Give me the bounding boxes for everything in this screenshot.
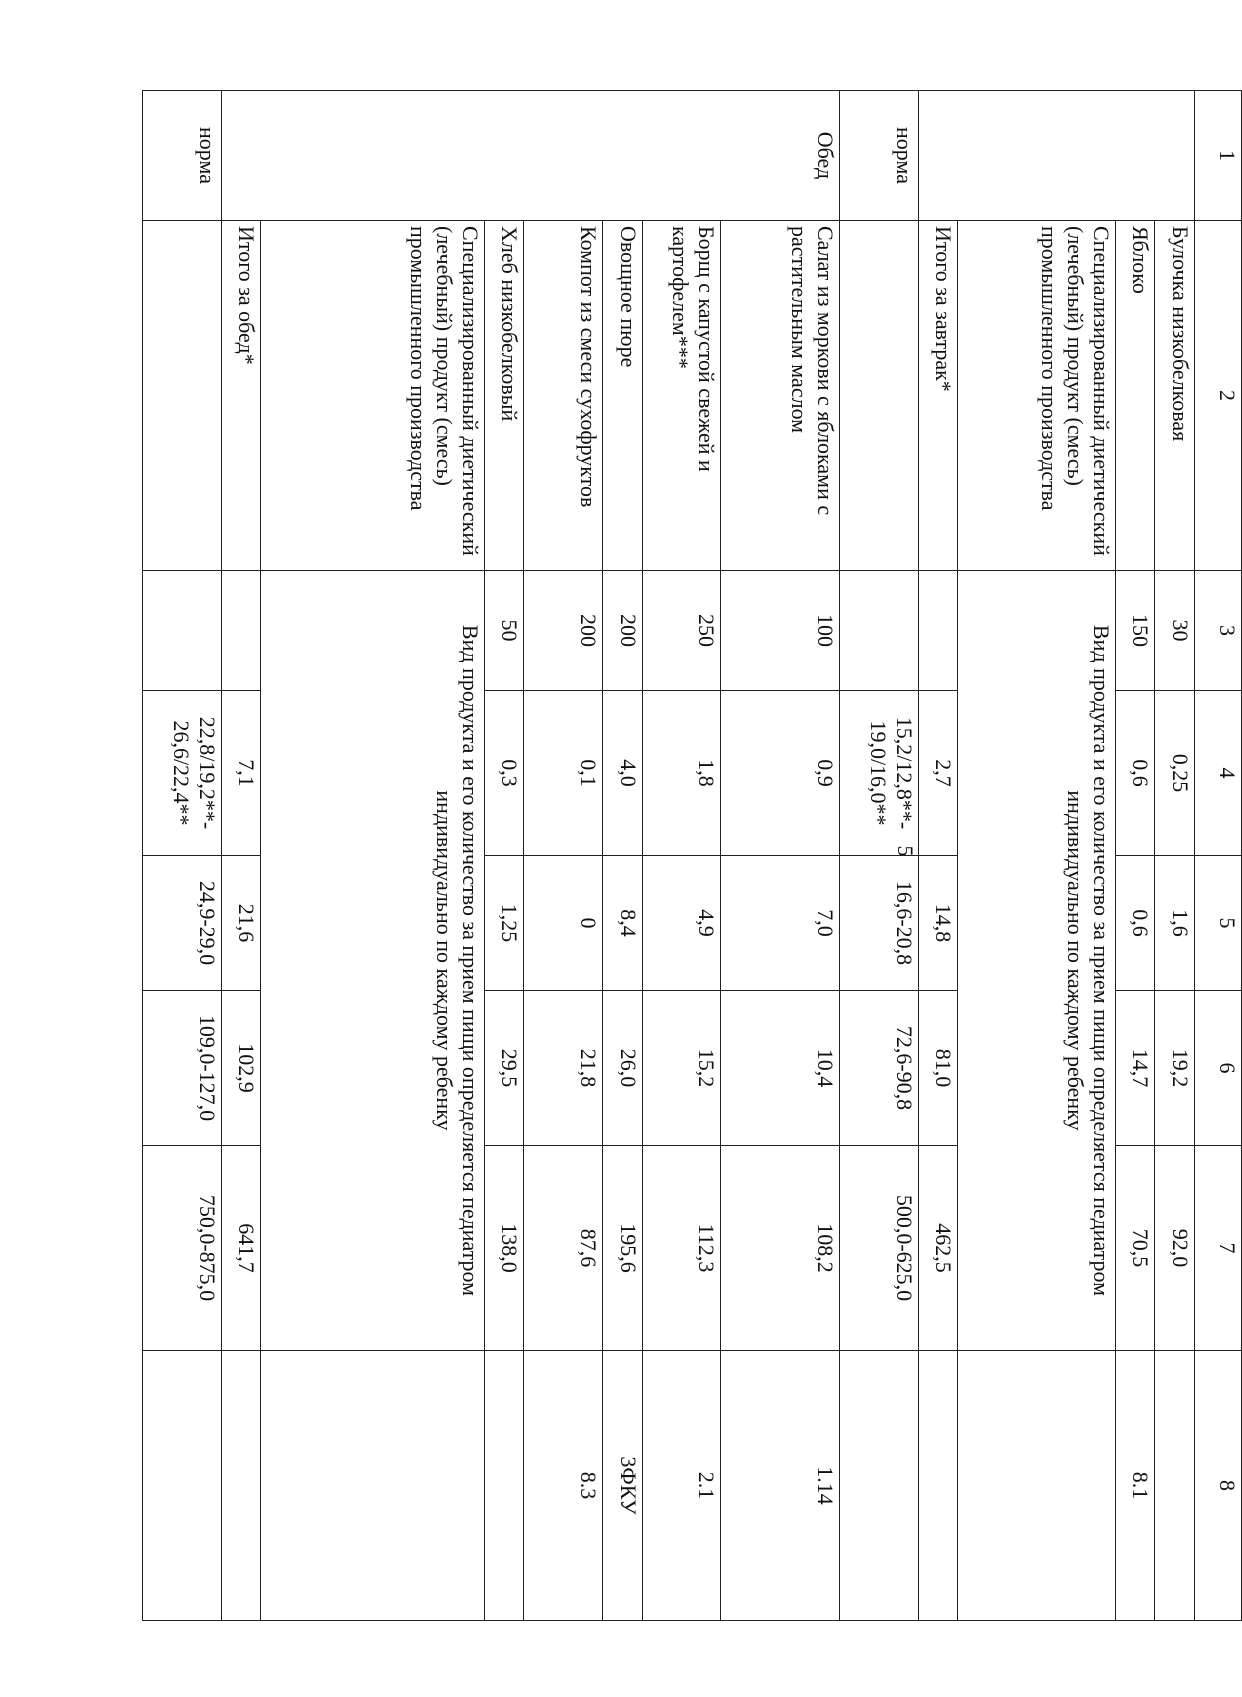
dish-col7: 70,5 <box>1115 1146 1154 1351</box>
dish-recipe-code <box>958 1351 1116 1621</box>
special-product-name: Специализированный диетический (лечебный) продукт (смесь) промышленного производства <box>958 221 1116 571</box>
table-row <box>721 91 839 1621</box>
col-header-1: 1 <box>1194 91 1241 221</box>
norm-recipe-code <box>839 1351 918 1621</box>
lunch-meal-cell: Обед <box>221 91 839 221</box>
total-recipe-code <box>221 1351 260 1621</box>
norm-col5: 16,6-20,8 <box>839 856 918 991</box>
total-col6: 102,9 <box>221 991 260 1146</box>
table-row <box>524 91 603 1621</box>
dish-name: Овощное пюре <box>603 221 642 571</box>
dish-col6: 19,2 <box>1155 991 1194 1146</box>
dish-col4: 0,1 <box>524 691 603 856</box>
table-row <box>958 91 1116 1621</box>
norm-weight <box>143 571 222 691</box>
norm-row <box>143 91 222 1621</box>
dish-col4: 0,9 <box>721 691 839 856</box>
dish-col7: 195,6 <box>603 1146 642 1351</box>
total-weight <box>918 571 957 691</box>
norm-col6: 109,0-127,0 <box>143 991 222 1146</box>
col-header-3: 3 <box>1194 571 1241 691</box>
dish-col5: 0,6 <box>1115 856 1154 991</box>
norm-dish <box>839 221 918 571</box>
table-row <box>484 91 523 1621</box>
special-product-note: Вид продукта и его количество за прием пищи определяется педиатром индивидуально по каждому ребенку <box>261 571 484 1351</box>
total-row <box>918 91 957 1621</box>
total-col4: 2,7 <box>918 691 957 856</box>
dish-weight: 50 <box>484 571 523 691</box>
total-col5: 14,8 <box>918 856 957 991</box>
total-row <box>221 91 260 1621</box>
dish-name: Булочка низкобелковая <box>1155 221 1194 571</box>
dish-col7: 87,6 <box>524 1146 603 1351</box>
dish-col5: 1,6 <box>1155 856 1194 991</box>
dish-col5: 1,25 <box>484 856 523 991</box>
breakfast-norm-label: норма <box>839 91 918 221</box>
dish-weight: 200 <box>603 571 642 691</box>
dish-col4: 0,6 <box>1115 691 1154 856</box>
dish-col7: 112,3 <box>642 1146 721 1351</box>
norm-col4: 22,8/19,2**- 26,6/22,4** <box>143 691 222 856</box>
dish-name: Хлеб низкобелковый <box>484 221 523 571</box>
col-header-6: 6 <box>1194 991 1241 1146</box>
norm-col7: 500,0-625,0 <box>839 1146 918 1351</box>
norm-weight <box>839 571 918 691</box>
dish-col7: 138,0 <box>484 1146 523 1351</box>
dish-col4: 4,0 <box>603 691 642 856</box>
dish-weight: 100 <box>721 571 839 691</box>
norm-col6: 72,6-90,8 <box>839 991 918 1146</box>
dish-recipe-code: 1.14 <box>721 1351 839 1621</box>
col-header-7: 7 <box>1194 1146 1241 1351</box>
norm-col5: 24,9-29,0 <box>143 856 222 991</box>
dish-col5: 4,9 <box>642 856 721 991</box>
dish-name: Яблоко <box>1115 221 1154 571</box>
dish-col4: 0,3 <box>484 691 523 856</box>
dish-col4: 0,25 <box>1155 691 1194 856</box>
lunch-total-label: Итого за обед* <box>221 221 260 571</box>
col-header-5: 5 <box>1194 856 1241 991</box>
rotated-table-wrapper <box>142 90 1242 1620</box>
header-row <box>1194 91 1241 1621</box>
total-weight <box>221 571 260 691</box>
page-number: 5 <box>893 845 918 857</box>
norm-col4: 15,2/12,8**- 19,0/16,0** <box>839 691 918 856</box>
dish-col7: 108,2 <box>721 1146 839 1351</box>
dish-col5: 0 <box>524 856 603 991</box>
table-row <box>603 91 642 1621</box>
dish-col6: 14,7 <box>1115 991 1154 1146</box>
norm-row <box>839 91 918 1621</box>
col-header-8: 8 <box>1194 1351 1241 1621</box>
dish-col5: 7,0 <box>721 856 839 991</box>
table-row <box>1115 91 1154 1621</box>
dish-weight: 30 <box>1155 571 1194 691</box>
dish-weight: 250 <box>642 571 721 691</box>
col-header-4: 4 <box>1194 691 1241 856</box>
breakfast-meal-cell <box>918 91 1194 221</box>
total-col6: 81,0 <box>918 991 957 1146</box>
dish-recipe-code <box>1155 1351 1194 1621</box>
table-row <box>642 91 721 1621</box>
norm-recipe-code <box>143 1351 222 1621</box>
dish-recipe-code: 8.3 <box>524 1351 603 1621</box>
dish-weight: 150 <box>1115 571 1154 691</box>
total-col5: 21,6 <box>221 856 260 991</box>
dish-col5: 8,4 <box>603 856 642 991</box>
dish-name: Компот из смеси сухофруктов <box>524 221 603 571</box>
special-product-name: Специализированный диетический (лечебный) продукт (смесь) промышленного производства <box>261 221 484 571</box>
total-col7: 462,5 <box>918 1146 957 1351</box>
dish-col6: 10,4 <box>721 991 839 1146</box>
dish-col6: 21,8 <box>524 991 603 1146</box>
menu-table <box>142 90 1242 1621</box>
dish-recipe-code: 8.1 <box>1115 1351 1154 1621</box>
dish-col7: 92,0 <box>1155 1146 1194 1351</box>
table-row <box>261 91 484 1621</box>
norm-dish <box>143 221 222 571</box>
dish-recipe-code <box>261 1351 484 1621</box>
total-col4: 7,1 <box>221 691 260 856</box>
col-header-2: 2 <box>1194 221 1241 571</box>
dish-recipe-code <box>484 1351 523 1621</box>
dish-col6: 15,2 <box>642 991 721 1146</box>
total-col7: 641,7 <box>221 1146 260 1351</box>
special-product-note: Вид продукта и его количество за прием пищи определяется педиатром индивидуально по каждому ребенку <box>958 571 1116 1351</box>
dish-recipe-code: 3ФКУ <box>603 1351 642 1621</box>
lunch-norm-label: норма <box>143 91 222 221</box>
dish-weight: 200 <box>524 571 603 691</box>
norm-col7: 750,0-875,0 <box>143 1146 222 1351</box>
total-recipe-code <box>918 1351 957 1621</box>
dish-col4: 1,8 <box>642 691 721 856</box>
dish-recipe-code: 2.1 <box>642 1351 721 1621</box>
dish-col6: 26,0 <box>603 991 642 1146</box>
table-row <box>1155 91 1194 1621</box>
dish-name: Салат из моркови с яблоками с растительным маслом <box>721 221 839 571</box>
dish-name: Борщ с капустой свежей и картофелем*** <box>642 221 721 571</box>
dish-col6: 29,5 <box>484 991 523 1146</box>
breakfast-total-label: Итого за завтрак* <box>918 221 957 571</box>
